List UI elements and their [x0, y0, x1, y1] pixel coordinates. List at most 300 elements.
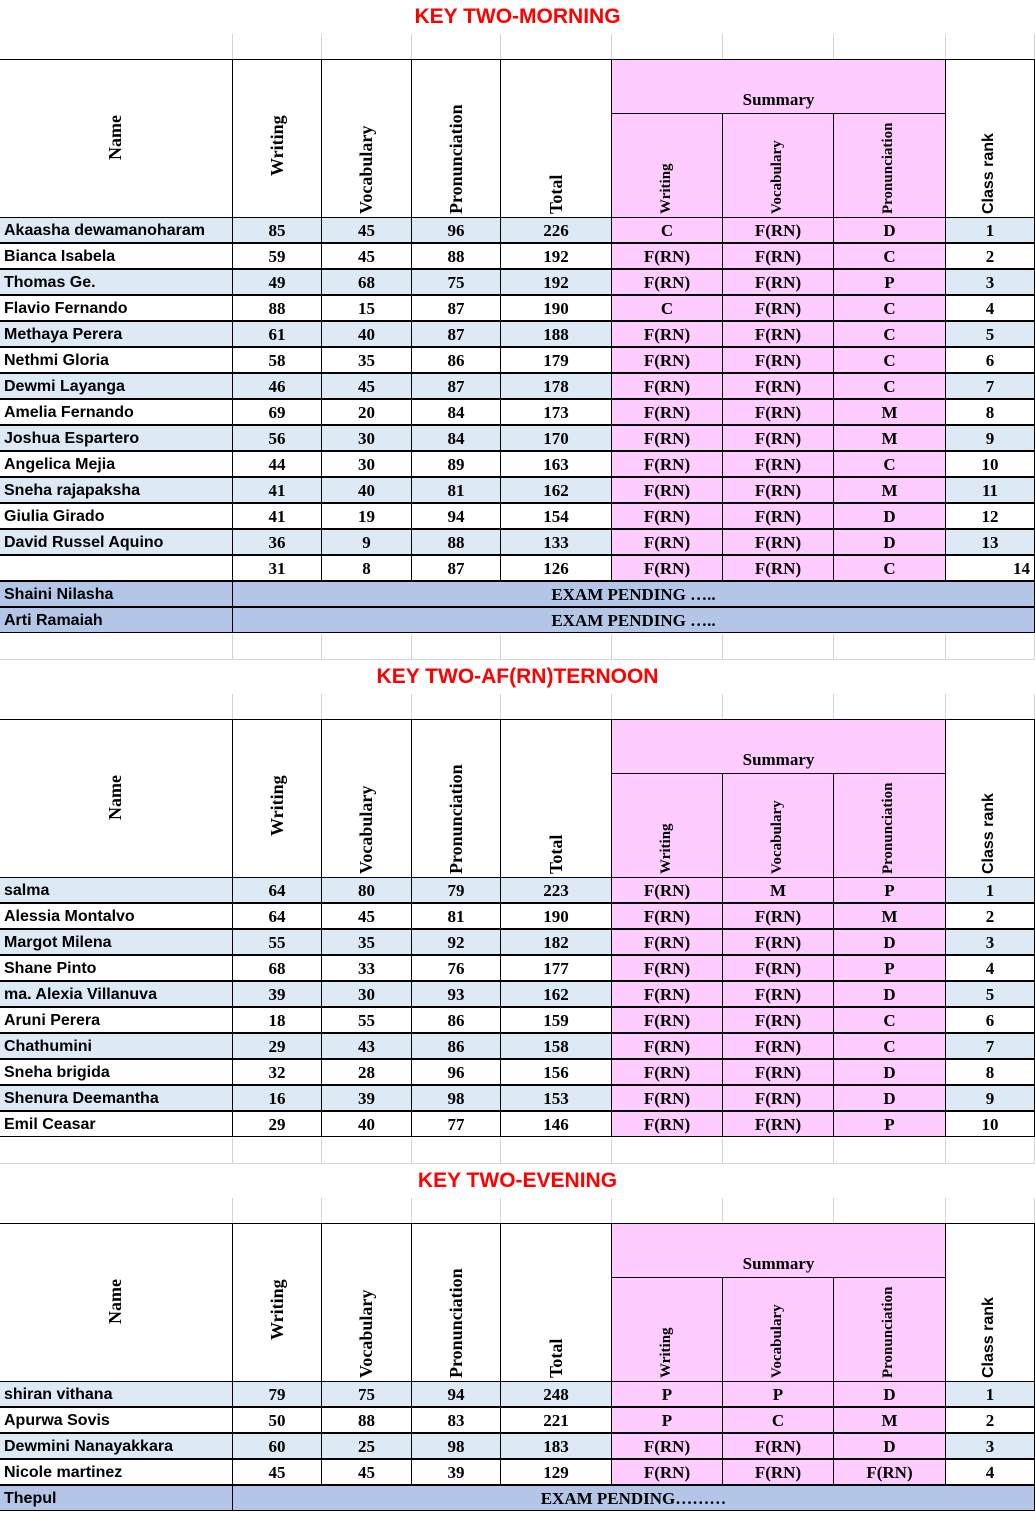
cell-summary-vocabulary: F(RN) — [722, 903, 834, 929]
cell-pronunciation: 87 — [411, 373, 501, 399]
cell-summary-vocabulary: F(RN) — [722, 955, 834, 981]
empty-cell — [946, 694, 1035, 720]
table-row — [0, 1408, 1035, 1434]
cell-pronunciation: 94 — [411, 1381, 501, 1407]
section-block — [0, 1164, 1035, 1512]
cell-pronunciation: 88 — [411, 243, 501, 269]
header-summary-vocabulary-label: Vocabulary — [769, 1304, 785, 1378]
cell-summary-writing: F(RN) — [611, 1085, 723, 1111]
empty-cell — [612, 1198, 723, 1224]
cell-summary-pronunciation: P — [833, 877, 946, 903]
empty-cell — [322, 1138, 412, 1164]
cell-rank: 9 — [945, 1085, 1035, 1111]
cell-name: Dewmi Layanga — [0, 373, 233, 399]
cell-name: Bianca Isabela — [0, 243, 233, 269]
cell-summary-pronunciation: M — [833, 477, 946, 503]
cell-summary-writing: F(RN) — [611, 425, 723, 451]
cell-summary-pronunciation: C — [833, 243, 946, 269]
pending-status: EXAM PENDING ….. — [232, 607, 1035, 633]
cell-total: 146 — [500, 1111, 612, 1137]
cell-total: 178 — [500, 373, 612, 399]
cell-summary-vocabulary: F(RN) — [722, 373, 834, 399]
cell-writing: 41 — [232, 503, 322, 529]
cell-summary-writing: F(RN) — [611, 399, 723, 425]
cell-total: 133 — [500, 529, 612, 555]
cell-rank: 3 — [945, 1433, 1035, 1459]
cell-vocabulary: 35 — [321, 347, 412, 373]
cell-pronunciation: 88 — [411, 529, 501, 555]
section-title-row — [0, 660, 1035, 694]
pending-row — [0, 608, 1035, 634]
table-row — [0, 1060, 1035, 1086]
empty-cell — [723, 634, 834, 660]
cell-name: Sneha brigida — [0, 1059, 233, 1085]
cell-writing: 39 — [232, 981, 322, 1007]
cell-total: 156 — [500, 1059, 612, 1085]
pending-name: Arti Ramaiah — [0, 607, 233, 633]
cell-summary-vocabulary: F(RN) — [722, 243, 834, 269]
cell-vocabulary: 30 — [321, 451, 412, 477]
cell-pronunciation: 83 — [411, 1407, 501, 1433]
cell-vocabulary: 45 — [321, 217, 412, 243]
cell-rank: 2 — [945, 903, 1035, 929]
pending-name: Thepul — [0, 1485, 233, 1511]
empty-cell — [834, 634, 946, 660]
cell-name: Shane Pinto — [0, 955, 233, 981]
cell-name: Joshua Espartero — [0, 425, 233, 451]
table-row — [0, 478, 1035, 504]
header-summary-cell — [611, 1223, 946, 1278]
section-block — [0, 660, 1035, 1164]
header-name-label: Name — [105, 1279, 125, 1324]
cell-summary-pronunciation: C — [833, 451, 946, 477]
cell-pronunciation: 96 — [411, 217, 501, 243]
cell-summary-vocabulary: F(RN) — [722, 477, 834, 503]
cell-vocabulary: 35 — [321, 929, 412, 955]
header-summary-pronunciation-label: Pronunciation — [880, 782, 896, 874]
cell-summary-writing: F(RN) — [611, 451, 723, 477]
cell-rank: 4 — [945, 955, 1035, 981]
cell-writing: 29 — [232, 1111, 322, 1137]
cell-pronunciation: 86 — [411, 347, 501, 373]
table-header — [0, 1224, 1035, 1382]
cell-pronunciation: 39 — [411, 1459, 501, 1485]
cell-summary-pronunciation: P — [833, 1111, 946, 1137]
empty-cell — [233, 1138, 322, 1164]
cell-total: 158 — [500, 1033, 612, 1059]
empty-cell — [322, 34, 412, 60]
empty-cell — [501, 694, 612, 720]
section-title: KEY TWO-EVENING — [417, 1169, 618, 1192]
cell-rank: 12 — [945, 503, 1035, 529]
table-row — [0, 1112, 1035, 1138]
cell-rank: 1 — [945, 217, 1035, 243]
table-row — [0, 374, 1035, 400]
cell-total: 179 — [500, 347, 612, 373]
empty-cell — [612, 1138, 723, 1164]
cell-name: ma. Alexia Villanuva — [0, 981, 233, 1007]
cell-name: salma — [0, 877, 233, 903]
cell-summary-writing: P — [611, 1407, 723, 1433]
cell-name: Nicole martinez — [0, 1459, 233, 1485]
cell-total: 177 — [500, 955, 612, 981]
cell-rank: 3 — [945, 929, 1035, 955]
cell-vocabulary: 9 — [321, 529, 412, 555]
table-row — [0, 1086, 1035, 1112]
cell-summary-pronunciation: D — [833, 217, 946, 243]
cell-name: Nethmi Gloria — [0, 347, 233, 373]
blank-row — [0, 1198, 1035, 1224]
cell-summary-vocabulary: F(RN) — [722, 529, 834, 555]
header-summary-vocabulary-label: Vocabulary — [769, 800, 785, 874]
cell-name: Shenura Deemantha — [0, 1085, 233, 1111]
cell-summary-vocabulary: F(RN) — [722, 425, 834, 451]
cell-name: Alessia Montalvo — [0, 903, 233, 929]
header-name-label: Name — [105, 115, 125, 160]
cell-summary-pronunciation: P — [833, 269, 946, 295]
cell-vocabulary: 75 — [321, 1381, 412, 1407]
cell-pronunciation: 86 — [411, 1033, 501, 1059]
cell-summary-pronunciation: D — [833, 1381, 946, 1407]
cell-rank: 14 — [945, 555, 1035, 581]
empty-cell — [834, 34, 946, 60]
cell-vocabulary: 20 — [321, 399, 412, 425]
table-row — [0, 982, 1035, 1008]
empty-cell — [612, 694, 723, 720]
cell-vocabulary: 40 — [321, 321, 412, 347]
header-pronunciation-label: Pronunciation — [446, 104, 466, 214]
empty-cell — [612, 634, 723, 660]
table-row — [0, 244, 1035, 270]
table-row — [0, 400, 1035, 426]
cell-pronunciation: 98 — [411, 1433, 501, 1459]
cell-writing: 18 — [232, 1007, 322, 1033]
empty-cell — [723, 694, 834, 720]
table-row — [0, 1008, 1035, 1034]
cell-summary-writing: F(RN) — [611, 555, 723, 581]
empty-cell — [501, 34, 612, 60]
cell-name: Flavio Fernando — [0, 295, 233, 321]
cell-summary-vocabulary: F(RN) — [722, 929, 834, 955]
empty-cell — [322, 694, 412, 720]
section-title-row — [0, 0, 1035, 34]
cell-summary-writing: F(RN) — [611, 243, 723, 269]
empty-cell — [0, 34, 233, 60]
cell-rank: 7 — [945, 373, 1035, 399]
header-rank-label: Class rank — [980, 793, 997, 874]
table-row — [0, 322, 1035, 348]
table-row — [0, 348, 1035, 374]
cell-writing: 36 — [232, 529, 322, 555]
cell-writing: 31 — [232, 555, 322, 581]
cell-summary-pronunciation: P — [833, 955, 946, 981]
cell-name: Chathumini — [0, 1033, 233, 1059]
empty-cell — [501, 1198, 612, 1224]
table-header — [0, 720, 1035, 878]
cell-writing: 49 — [232, 269, 322, 295]
cell-total: 190 — [500, 295, 612, 321]
cell-pronunciation: 98 — [411, 1085, 501, 1111]
empty-cell — [412, 694, 501, 720]
cell-total: 221 — [500, 1407, 612, 1433]
cell-total: 129 — [500, 1459, 612, 1485]
cell-name: Aruni Perera — [0, 1007, 233, 1033]
empty-cell — [723, 1198, 834, 1224]
table-row — [0, 426, 1035, 452]
empty-cell — [723, 34, 834, 60]
cell-total: 162 — [500, 981, 612, 1007]
cell-summary-pronunciation: C — [833, 373, 946, 399]
section-block — [0, 0, 1035, 660]
header-summary-writing-label: Writing — [658, 823, 674, 874]
cell-pronunciation: 86 — [411, 1007, 501, 1033]
cell-total: 162 — [500, 477, 612, 503]
cell-summary-pronunciation: C — [833, 347, 946, 373]
cell-summary-pronunciation: D — [833, 981, 946, 1007]
header-vocabulary-label: Vocabulary — [356, 125, 376, 214]
cell-writing: 85 — [232, 217, 322, 243]
cell-summary-vocabulary: F(RN) — [722, 981, 834, 1007]
empty-cell — [412, 1198, 501, 1224]
cell-summary-vocabulary: F(RN) — [722, 1459, 834, 1485]
cell-summary-writing: F(RN) — [611, 347, 723, 373]
cell-summary-writing: F(RN) — [611, 1059, 723, 1085]
cell-pronunciation: 96 — [411, 1059, 501, 1085]
header-rank-label: Class rank — [980, 1297, 997, 1378]
cell-writing: 60 — [232, 1433, 322, 1459]
cell-summary-writing: F(RN) — [611, 903, 723, 929]
cell-writing: 61 — [232, 321, 322, 347]
section-title: KEY TWO-AF(RN)TERNOON — [376, 665, 659, 688]
cell-rank: 8 — [945, 399, 1035, 425]
table-row — [0, 1434, 1035, 1460]
cell-total: 126 — [500, 555, 612, 581]
header-summary-pronunciation-label: Pronunciation — [880, 122, 896, 214]
table-row — [0, 296, 1035, 322]
cell-rank: 7 — [945, 1033, 1035, 1059]
cell-name: Angelica Mejia — [0, 451, 233, 477]
cell-summary-vocabulary: P — [722, 1381, 834, 1407]
cell-total: 170 — [500, 425, 612, 451]
cell-summary-vocabulary: F(RN) — [722, 1433, 834, 1459]
cell-summary-pronunciation: D — [833, 529, 946, 555]
table-row — [0, 878, 1035, 904]
header-pronunciation-label: Pronunciation — [446, 1268, 466, 1378]
table-row — [0, 930, 1035, 956]
cell-rank: 4 — [945, 1459, 1035, 1485]
header-writing-label: Writing — [267, 775, 287, 836]
cell-writing: 56 — [232, 425, 322, 451]
cell-writing: 16 — [232, 1085, 322, 1111]
cell-rank: 11 — [945, 477, 1035, 503]
cell-vocabulary: 45 — [321, 1459, 412, 1485]
header-summary-label: Summary — [742, 1254, 815, 1273]
cell-summary-pronunciation: C — [833, 1007, 946, 1033]
cell-total: 190 — [500, 903, 612, 929]
cell-writing: 55 — [232, 929, 322, 955]
empty-cell — [946, 1198, 1035, 1224]
cell-name: Dewmini Nanayakkara — [0, 1433, 233, 1459]
cell-writing: 45 — [232, 1459, 322, 1485]
empty-cell — [834, 1198, 946, 1224]
cell-summary-pronunciation: M — [833, 903, 946, 929]
cell-vocabulary: 30 — [321, 425, 412, 451]
cell-vocabulary: 39 — [321, 1085, 412, 1111]
cell-total: 153 — [500, 1085, 612, 1111]
cell-vocabulary: 68 — [321, 269, 412, 295]
empty-cell — [723, 1138, 834, 1164]
cell-rank: 6 — [945, 1007, 1035, 1033]
cell-pronunciation: 79 — [411, 877, 501, 903]
cell-pronunciation: 81 — [411, 903, 501, 929]
cell-summary-pronunciation: D — [833, 1085, 946, 1111]
cell-vocabulary: 40 — [321, 477, 412, 503]
empty-cell — [412, 634, 501, 660]
cell-writing: 88 — [232, 295, 322, 321]
cell-name: shiran vithana — [0, 1381, 233, 1407]
pending-status: EXAM PENDING……… — [232, 1485, 1035, 1511]
cell-pronunciation: 87 — [411, 321, 501, 347]
section-title: KEY TWO-MORNING — [414, 5, 621, 28]
cell-summary-vocabulary: F(RN) — [722, 347, 834, 373]
cell-writing: 58 — [232, 347, 322, 373]
cell-vocabulary: 45 — [321, 243, 412, 269]
header-vocabulary-label: Vocabulary — [356, 1289, 376, 1378]
table-row — [0, 504, 1035, 530]
table-header — [0, 60, 1035, 218]
cell-pronunciation: 93 — [411, 981, 501, 1007]
cell-summary-writing: F(RN) — [611, 1111, 723, 1137]
cell-writing: 29 — [232, 1033, 322, 1059]
cell-name: Emil Ceasar — [0, 1111, 233, 1137]
cell-rank: 1 — [945, 1381, 1035, 1407]
cell-vocabulary: 45 — [321, 373, 412, 399]
cell-writing: 68 — [232, 955, 322, 981]
table-row — [0, 452, 1035, 478]
cell-total: 223 — [500, 877, 612, 903]
header-total-label: Total — [546, 174, 566, 214]
cell-summary-writing: F(RN) — [611, 981, 723, 1007]
pending-row — [0, 582, 1035, 608]
cell-name: Apurwa Sovis — [0, 1407, 233, 1433]
empty-cell — [0, 1138, 233, 1164]
cell-pronunciation: 89 — [411, 451, 501, 477]
cell-summary-vocabulary: M — [722, 877, 834, 903]
cell-vocabulary: 19 — [321, 503, 412, 529]
cell-pronunciation: 87 — [411, 295, 501, 321]
cell-summary-writing: F(RN) — [611, 877, 723, 903]
pending-name: Shaini Nilasha — [0, 581, 233, 607]
table-row — [0, 530, 1035, 556]
cell-summary-writing: F(RN) — [611, 1459, 723, 1485]
empty-cell — [233, 34, 322, 60]
cell-pronunciation: 94 — [411, 503, 501, 529]
cell-writing: 50 — [232, 1407, 322, 1433]
cell-name: Akaasha dewamanoharam — [0, 217, 233, 243]
cell-summary-vocabulary: F(RN) — [722, 269, 834, 295]
cell-writing: 69 — [232, 399, 322, 425]
cell-summary-pronunciation: C — [833, 1033, 946, 1059]
cell-summary-vocabulary: F(RN) — [722, 503, 834, 529]
cell-vocabulary: 45 — [321, 903, 412, 929]
header-vocabulary-label: Vocabulary — [356, 785, 376, 874]
cell-rank: 10 — [945, 451, 1035, 477]
header-summary-label: Summary — [742, 90, 815, 109]
cell-writing: 79 — [232, 1381, 322, 1407]
empty-cell — [412, 34, 501, 60]
cell-name: Thomas Ge. — [0, 269, 233, 295]
cell-summary-pronunciation: M — [833, 1407, 946, 1433]
cell-name: Margot Milena — [0, 929, 233, 955]
cell-pronunciation: 92 — [411, 929, 501, 955]
header-total-label: Total — [546, 1338, 566, 1378]
cell-rank: 9 — [945, 425, 1035, 451]
cell-total: 159 — [500, 1007, 612, 1033]
cell-summary-vocabulary: F(RN) — [722, 451, 834, 477]
cell-summary-pronunciation: D — [833, 1433, 946, 1459]
header-summary-writing-label: Writing — [658, 163, 674, 214]
header-name-label: Name — [105, 775, 125, 820]
table-row — [0, 1382, 1035, 1408]
header-pronunciation-label: Pronunciation — [446, 764, 466, 874]
cell-writing: 46 — [232, 373, 322, 399]
cell-vocabulary: 40 — [321, 1111, 412, 1137]
cell-rank: 3 — [945, 269, 1035, 295]
cell-vocabulary: 8 — [321, 555, 412, 581]
empty-cell — [946, 634, 1035, 660]
cell-summary-writing: C — [611, 295, 723, 321]
cell-rank: 6 — [945, 347, 1035, 373]
cell-total: 226 — [500, 217, 612, 243]
cell-name: Amelia Fernando — [0, 399, 233, 425]
cell-summary-vocabulary: F(RN) — [722, 1059, 834, 1085]
empty-cell — [233, 1198, 322, 1224]
cell-rank: 1 — [945, 877, 1035, 903]
cell-pronunciation: 77 — [411, 1111, 501, 1137]
header-writing-label: Writing — [267, 1279, 287, 1340]
cell-rank: 5 — [945, 981, 1035, 1007]
cell-summary-pronunciation: D — [833, 1059, 946, 1085]
cell-rank: 10 — [945, 1111, 1035, 1137]
cell-summary-writing: F(RN) — [611, 321, 723, 347]
empty-cell — [0, 634, 233, 660]
cell-writing: 64 — [232, 903, 322, 929]
cell-summary-vocabulary: F(RN) — [722, 1111, 834, 1137]
header-writing-label: Writing — [267, 115, 287, 176]
cell-rank: 8 — [945, 1059, 1035, 1085]
cell-rank: 2 — [945, 1407, 1035, 1433]
empty-cell — [834, 694, 946, 720]
cell-summary-writing: F(RN) — [611, 1033, 723, 1059]
cell-summary-writing: P — [611, 1381, 723, 1407]
header-total-label: Total — [546, 834, 566, 874]
empty-cell — [946, 1138, 1035, 1164]
empty-cell — [0, 1198, 233, 1224]
cell-total: 188 — [500, 321, 612, 347]
cell-summary-vocabulary: C — [722, 1407, 834, 1433]
cell-rank: 4 — [945, 295, 1035, 321]
header-summary-vocabulary-label: Vocabulary — [769, 140, 785, 214]
empty-cell — [834, 1138, 946, 1164]
cell-summary-pronunciation: D — [833, 503, 946, 529]
cell-pronunciation: 81 — [411, 477, 501, 503]
header-summary-writing-label: Writing — [658, 1327, 674, 1378]
cell-summary-vocabulary: F(RN) — [722, 1085, 834, 1111]
cell-rank: 13 — [945, 529, 1035, 555]
empty-cell — [412, 1138, 501, 1164]
cell-summary-writing: F(RN) — [611, 477, 723, 503]
cell-summary-writing: F(RN) — [611, 503, 723, 529]
